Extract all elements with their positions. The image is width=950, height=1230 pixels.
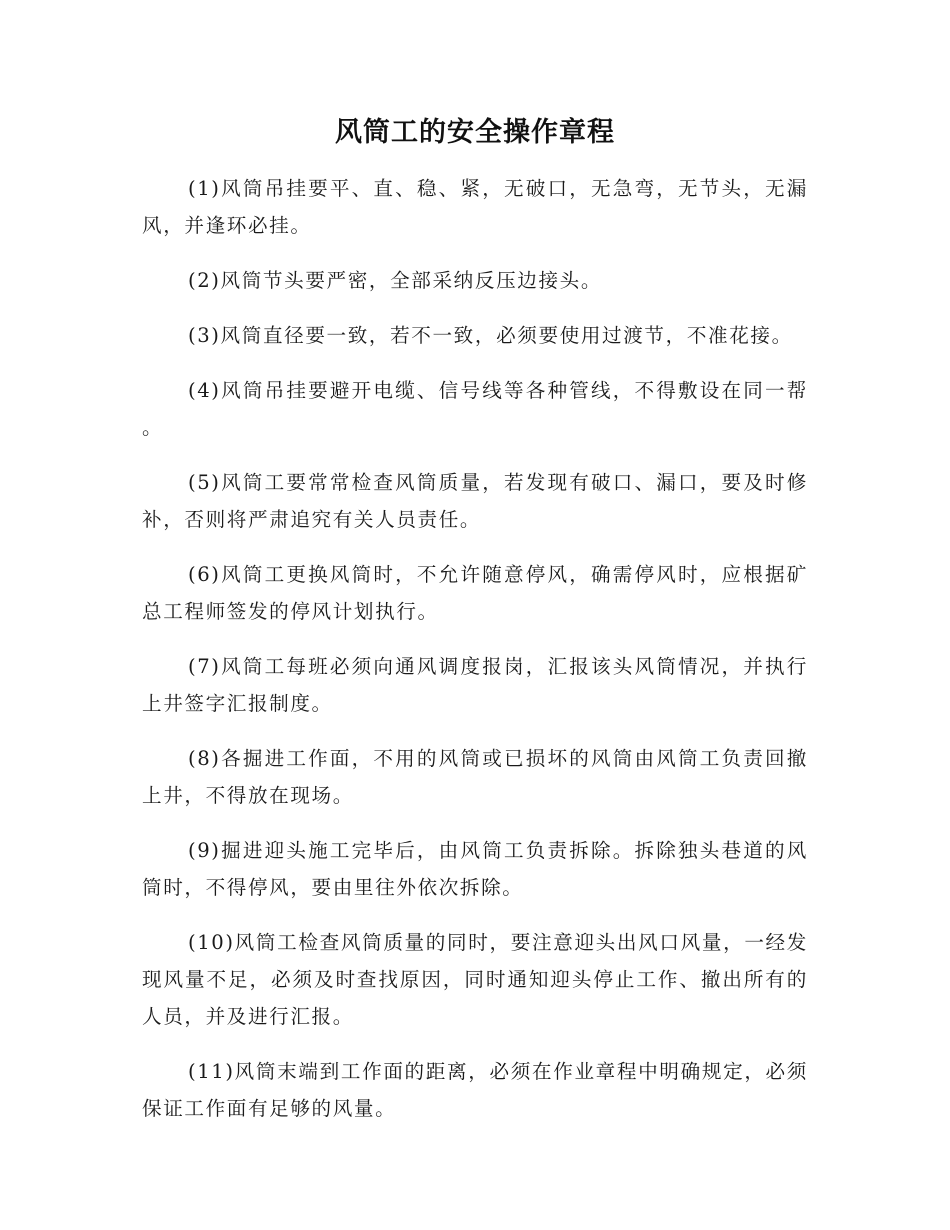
clause-10: (10)风筒工检查风筒质量的同时，要注意迎头出风口风量，一经发现风量不足，必须及时查找原因，同时通知迎头停止工作、撤出所有的人员，并及进行汇报。 <box>142 931 808 1028</box>
clause-9: (9)掘进迎头施工完毕后，由风筒工负责拆除。拆除独头巷道的风筒时，不得停风，要由里往外依次拆除。 <box>142 839 808 899</box>
clause-8: (8)各掘进工作面，不用的风筒或已损坏的风筒由风筒工负责回撤上井，不得放在现场。 <box>142 747 808 807</box>
clause-1: (1)风筒吊挂要平、直、稳、紧，无破口，无急弯，无节头，无漏风，并逢环必挂。 <box>142 177 808 237</box>
clause-7: (7)风筒工每班必须向通风调度报岗，汇报该头风筒情况，并执行上井签字汇报制度。 <box>142 655 808 715</box>
document-title: 风筒工的安全操作章程 <box>335 117 615 148</box>
clause-5: (5)风筒工要常常检查风筒质量，若发现有破口、漏口，要及时修补，否则将严肃追究有关人员责任。 <box>142 471 808 531</box>
clause-11: (11)风筒末端到工作面的距离，必须在作业章程中明确规定，必须保证工作面有足够的风量。 <box>142 1060 808 1120</box>
clause-2: (2)风筒节头要严密，全部采纳反压边接头。 <box>188 269 603 292</box>
clause-3: (3)风筒直径要一致，若不一致，必须要使用过渡节，不准花接。 <box>188 324 793 347</box>
clause-6: (6)风筒工更换风筒时，不允许随意停风，确需停风时，应根据矿总工程师签发的停风计划执行。 <box>142 563 808 623</box>
clause-4: (4)风筒吊挂要避开电缆、信号线等各种管线，不得敷设在同一帮。 <box>142 379 808 439</box>
